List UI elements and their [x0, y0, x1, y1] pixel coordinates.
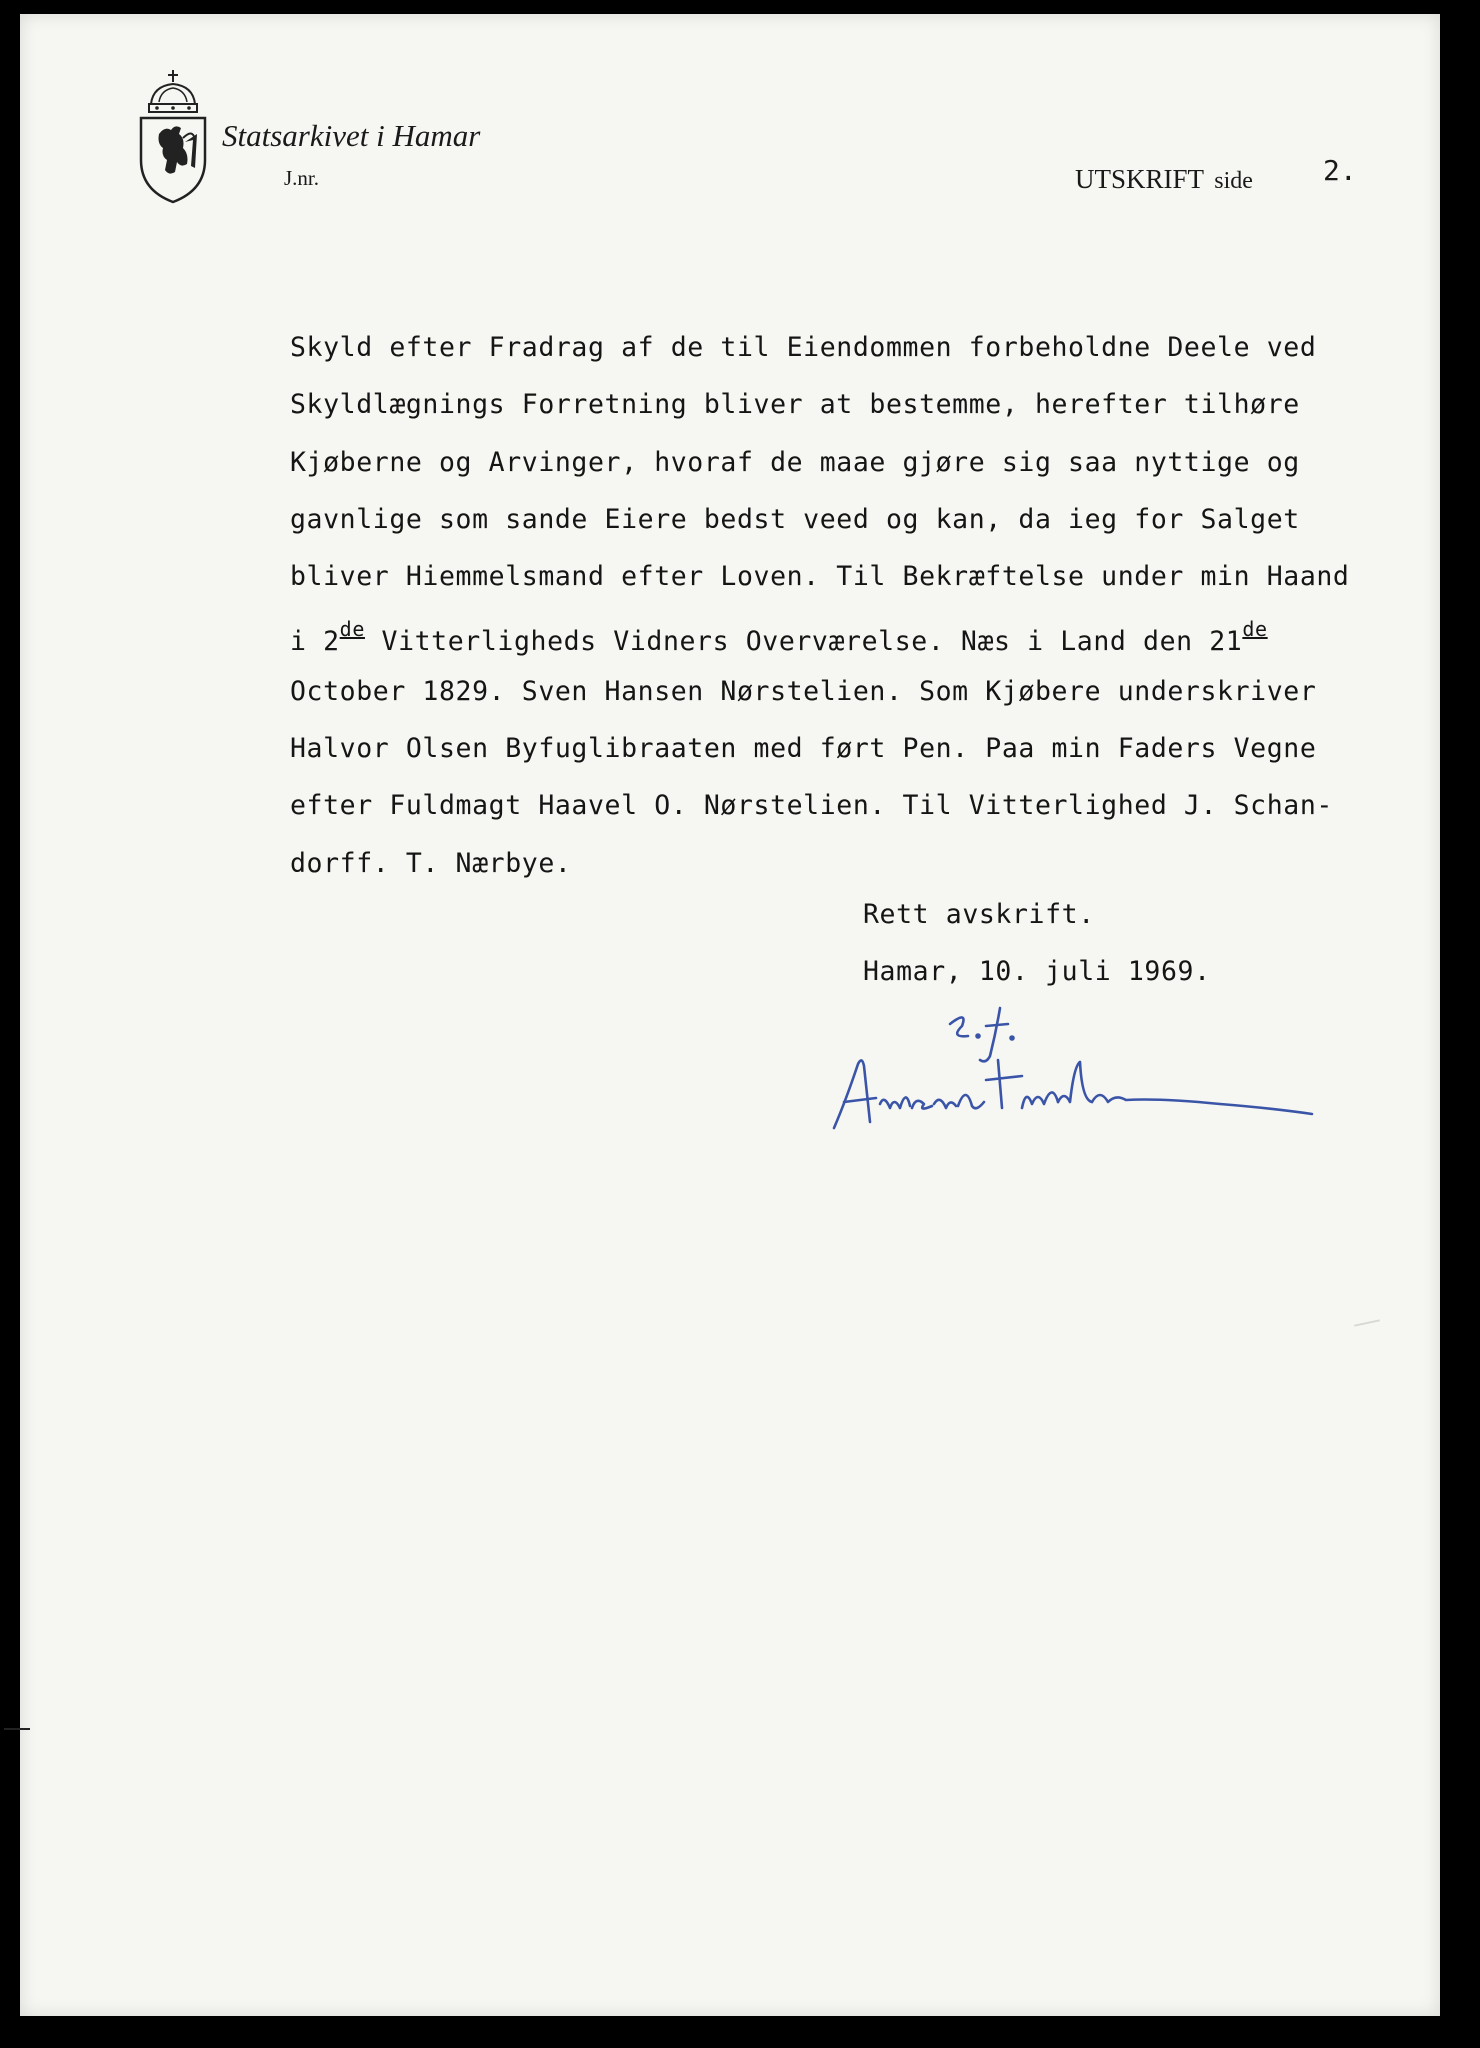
handwritten-signature	[800, 1004, 1320, 1139]
scan-edge-mark	[4, 1728, 30, 1730]
body-line: Skyld efter Fradrag af de til Eiendommen forbeholdne Deele ved	[290, 332, 1317, 363]
body-line: gavnlige som sande Eiere bedst veed og kan, da ieg for Salget	[290, 503, 1300, 535]
body-line: Kjøberne og Arvinger, hvoraf de maae gjøre sig saa nyttige og	[290, 446, 1300, 478]
place-date: Hamar, 10. juli 1969.	[863, 956, 1211, 988]
ordinal-suffix: de	[339, 617, 365, 642]
coat-of-arms-icon	[135, 68, 211, 204]
body-line: i 2de Vitterligheds Vidners Overværelse. Næs i Land den 21de	[290, 617, 1268, 658]
journal-number-label: J.nr.	[284, 166, 320, 190]
body-line: Halvor Olsen Byfuglibraaten med ført Pen. Paa min Faders Vegne	[290, 733, 1317, 765]
transcript-label: UTSKRIFT	[1075, 164, 1204, 194]
body-line: bliver Hiemmelsmand efter Loven. Til Bekræftelse under min Haand	[290, 561, 1350, 593]
body-line: Skyldlægnings Forretning bliver at bestemme, herefter tilhøre	[290, 389, 1300, 421]
body-line: efter Fuldmagt Haavel O. Nørstelien. Til Vitterlighed J. Schan-	[290, 790, 1333, 822]
attestation-block	[863, 886, 1211, 1001]
body-line: October 1829. Sven Hansen Nørstelien. Som Kjøbere underskriver	[290, 675, 1317, 707]
page-number: 2.	[1323, 154, 1357, 187]
archive-name: Statsarkivet i Hamar	[222, 118, 481, 153]
paper-mark	[1354, 1319, 1380, 1326]
body-line: dorff. T. Nærbye.	[290, 847, 572, 879]
transcript-body	[290, 319, 1420, 892]
ordinal-suffix: de	[1242, 617, 1268, 642]
document-page	[20, 14, 1440, 2016]
side-label: side	[1214, 168, 1253, 194]
attestation-text: Rett avskrift.	[863, 899, 1095, 930]
transcript-heading	[1075, 164, 1253, 195]
